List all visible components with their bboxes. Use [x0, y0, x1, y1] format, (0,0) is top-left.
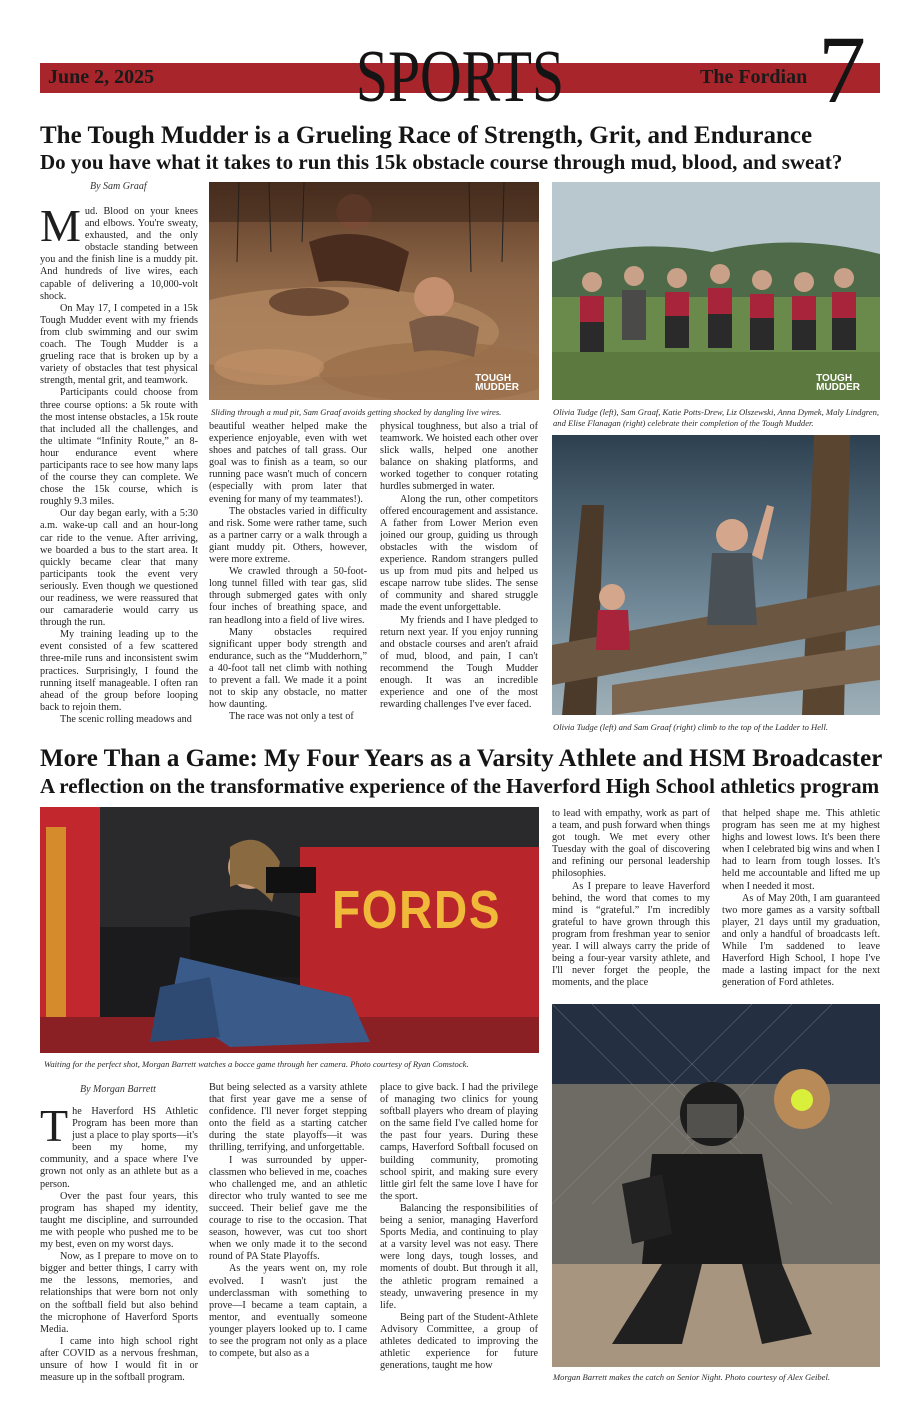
- paragraph: ud. Blood on your knees and elbows. You're sweaty, exhausted, and the only obstacle standing between you and the finish line is a muddy pit. And hundreds of live wires, each capable of delivering a 10,000-volt shock.: [40, 206, 198, 302]
- paragraph: that helped shape me. This athletic program has seen me at my highest highs and lowest lows. It's been there when I celebrated big wins and when I had to learn from tough losses. It's held me accountable and lifted me up when I needed it most.: [722, 808, 880, 892]
- catcher-illustration: [552, 1004, 880, 1367]
- tough-mudder-logo: TOUGH MUDDER: [475, 373, 519, 393]
- issue-date: June 2, 2025: [48, 66, 155, 88]
- article1-column-1: [40, 206, 198, 734]
- paragraph: The obstacles varied in difficulty and risk. Some were rather tame, such as a partner carry or a walk through a giant muddy pit. Others, however, were more extreme.: [209, 505, 367, 566]
- paragraph: I came into high school right after COVID as a nervous freshman, unsure of how I would fit in or measure up in the softball program.: [40, 1335, 198, 1384]
- ladder-photo: [552, 435, 880, 715]
- paragraph: We crawled through a 50-foot-long tunnel filled with tear gas, slid through submerged gates with only four inches of breathing space, and ran headlong into a field of live wires.: [209, 566, 367, 626]
- article2-subhead: A reflection on the transformative experience of the Haverford High School athletics program: [40, 774, 880, 798]
- ladder-caption: Olivia Tudge (left) and Sam Graaf (right) climb to the top of the Ladder to Hell.: [553, 722, 828, 732]
- paragraph: Over the past four years, this program has shaped my identity, taught me discipline, and surrounded me with people who pushed me to be my best, even on my worst days.: [40, 1190, 198, 1251]
- camera-photo: [40, 807, 539, 1053]
- paragraph: beautiful weather helped make the experience enjoyable, even with wet shoes and patches of tall grass. Our goal was to finish as a team, so our running pace wasn't much of concern (especially with prom later that evening for many of my teammates!).: [209, 421, 367, 505]
- catcher-photo: [552, 1004, 880, 1367]
- article2-dropcap: T: [40, 1106, 69, 1151]
- paragraph: My friends and I have pledged to return next year. If you enjoy running and obstacle courses and aren't afraid of mud, blood, and pain, I can't recommend the Tough Mudder enough. It was an incredible experience and one of the most rewarding challenges I've ever faced.: [380, 614, 538, 711]
- paragraph: But being selected as a varsity athlete that first year gave me a sense of confidence. I'll never forget stepping onto the field as a starting catcher during the state playoffs—it was thrilling, terrifying, and unforgettable.: [209, 1082, 367, 1154]
- paragraph: Many obstacles required significant upper body strength and endurance, such as the “Mudderhorn,” a 40-foot tall net climb with nothing to prevent a fall. We made it a point not to skip any obstacle, no matter how daunting.: [209, 626, 367, 711]
- article1-column-3: [380, 421, 538, 734]
- group-illustration: [552, 182, 880, 400]
- fords-banner-text: FORDS: [332, 880, 502, 940]
- article2-column-5: [722, 808, 880, 996]
- paragraph: to lead with empathy, work as part of a team, and push forward when things got tough. We met every other Tuesday with the goal of discovering and refining our personal leadership philosophies.: [552, 808, 710, 880]
- article1-byline: By Sam Graaf: [90, 181, 147, 192]
- paragraph: Now, as I prepare to move on to bigger and better things, I carry with me the lessons, memories, and relationships that were born not only on the softball field but also behind the microphone of Haverford Sports Media.: [40, 1251, 198, 1335]
- paragraph: As of May 20th, I am guaranteed two more games as a varsity softball player, 21 days until my graduation, and only a handful of broadcasts left. While I'm saddened to leave Haverford High School, I hope I've made a lasting impact for the next generation of Ford athletes.: [722, 892, 880, 989]
- article2-column-3: [380, 1082, 538, 1386]
- paragraph: physical toughness, but also a trial of teamwork. We hoisted each other over slick walls, helped one another balance on shaking platforms, and worked together to conquer rotating hurdles submerged in water.: [380, 421, 538, 493]
- paragraph: As I prepare to leave Haverford behind, the word that comes to my mind is “grateful.” I'm incredibly grateful to have grown through this program from freshman year to senior year. I will always carry the pride of being a four-year varsity athlete, and I'll never forget the people, the moments, and the place: [552, 880, 710, 989]
- paragraph: he Haverford HS Athletic Program has been more than just a place to play sports—it's been my home, my community, and a space where I've grown not only as an athlete but as a person.: [40, 1106, 198, 1190]
- paragraph: place to give back. I had the privilege of managing two clinics for young softball players who dream of playing on the same field I've called home for the past four years. During these camps, Haverford Softball focused on building community, promoting school spirit, and making sure every little girl felt the same love I have for the sport.: [380, 1082, 538, 1202]
- paragraph: On May 17, I competed in a 15k Tough Mudder event with my friends from club swimming and our swim coach. The Tough Mudder is a grueling race that is broken up by a variety of obstacles that test physical strength, mental grit, and teamwork.: [40, 302, 198, 387]
- group-caption: Olivia Tudge (left), Sam Graaf, Katie Potts-Drew, Liz Olszewski, Anna Dymek, Maly Lindgren, and Elise Flanagan (right) celebrate their completion of the Tough Mudder.: [553, 407, 880, 428]
- article2-headline: More Than a Game: My Four Years as a Varsity Athlete and HSM Broadcaster: [40, 745, 883, 772]
- mud-pit-caption: Sliding through a mud pit, Sam Graaf avoids getting shocked by dangling live wires.: [211, 407, 502, 417]
- paragraph: Balancing the responsibilities of being a senior, managing Haverford Sports Media, and continuing to play at a varsity level was not easy. There were long days, tough losses, and moments of doubt. But through it all, the athletic program remained a steady, unwavering presence in my life.: [380, 1202, 538, 1311]
- mud-pit-illustration: [209, 182, 539, 400]
- paragraph: My training leading up to the event consisted of a few scattered three-mile runs and inconsistent swim practices. Surprisingly, I found the running itself manageable. I often ran ahead of the group before looping back to rejoin them.: [40, 629, 198, 713]
- page-number: 7: [818, 16, 866, 123]
- paragraph: Being part of the Student-Athlete Advisory Committee, a group of athletes dedicated to improving the athletic experience for future generations, taught me how: [380, 1311, 538, 1372]
- paragraph: Participants could choose from three course options: a 5k route with the most intense obstacles, a 15k route that included all the challenges, and the ultimate “Infinity Route,” an 8-hour endurance event where participants race to see how many laps of the course they can complete. We chose the 15k course, which is roughly 9.3 miles.: [40, 387, 198, 508]
- group-photo: [552, 182, 880, 400]
- paragraph: I was surrounded by upper-classmen who believed in me, coaches who challenged me, and an athletic director who truly wanted to see me succeed. Their belief gave me the courage to rise to the occasion. That season, however, was cut too short when we only made it to the second round of PA State Playoffs.: [209, 1154, 367, 1263]
- article1-dropcap: M: [40, 206, 81, 251]
- article1-column-2: [209, 421, 367, 734]
- section-title: SPORTS: [355, 36, 565, 118]
- mud-pit-photo: [209, 182, 539, 400]
- article1-headline: The Tough Mudder is a Grueling Race of Strength, Grit, and Endurance: [40, 122, 813, 149]
- article2-column-2: [209, 1082, 367, 1386]
- catcher-caption: Morgan Barrett makes the catch on Senior Night. Photo courtesy of Alex Geibel.: [553, 1372, 831, 1382]
- article2-column-4: [552, 808, 710, 996]
- paragraph: The scenic rolling meadows and: [60, 713, 192, 725]
- article1-subhead: Do you have what it takes to run this 15k obstacle course through mud, blood, and sweat?: [40, 150, 843, 174]
- tough-mudder-logo: TOUGH MUDDER: [816, 373, 860, 393]
- article2-byline: By Morgan Barrett: [80, 1084, 156, 1095]
- paper-name: The Fordian: [700, 66, 808, 88]
- paragraph: As the years went on, my role evolved. I wasn't just the underclassman with something to prove—I became a team captain, a mentor, and eventually someone younger players looked up to. I came to see the program not only as a place to compete, but also as a: [209, 1263, 367, 1360]
- article2-column-1: [40, 1106, 198, 1386]
- ladder-illustration: [552, 435, 880, 715]
- paragraph: Along the run, other competitors offered encouragement and assistance. A father from Lower Merion even joined our group, guiding us through obstacles with the wisdom of experience. Random strangers pulled us up from mud pits and helped us escape narrow tube slides. The sense of community and shared struggle made the event unforgettable.: [380, 493, 538, 614]
- camera-caption: Waiting for the perfect shot, Morgan Barrett watches a bocce game through her camera. Photo courtesy of Ryan Comstock.: [44, 1059, 469, 1069]
- paragraph: The race was not only a test of: [229, 711, 354, 723]
- paragraph: Our day began early, with a 5:30 a.m. wake-up call and an hour-long car ride to the venue. After arriving, we boarded a bus to the start area. It quickly became clear that many participants took the event very seriously. Even though we questioned our readiness, we were reassured that our camaraderie would carry us through the run.: [40, 508, 198, 629]
